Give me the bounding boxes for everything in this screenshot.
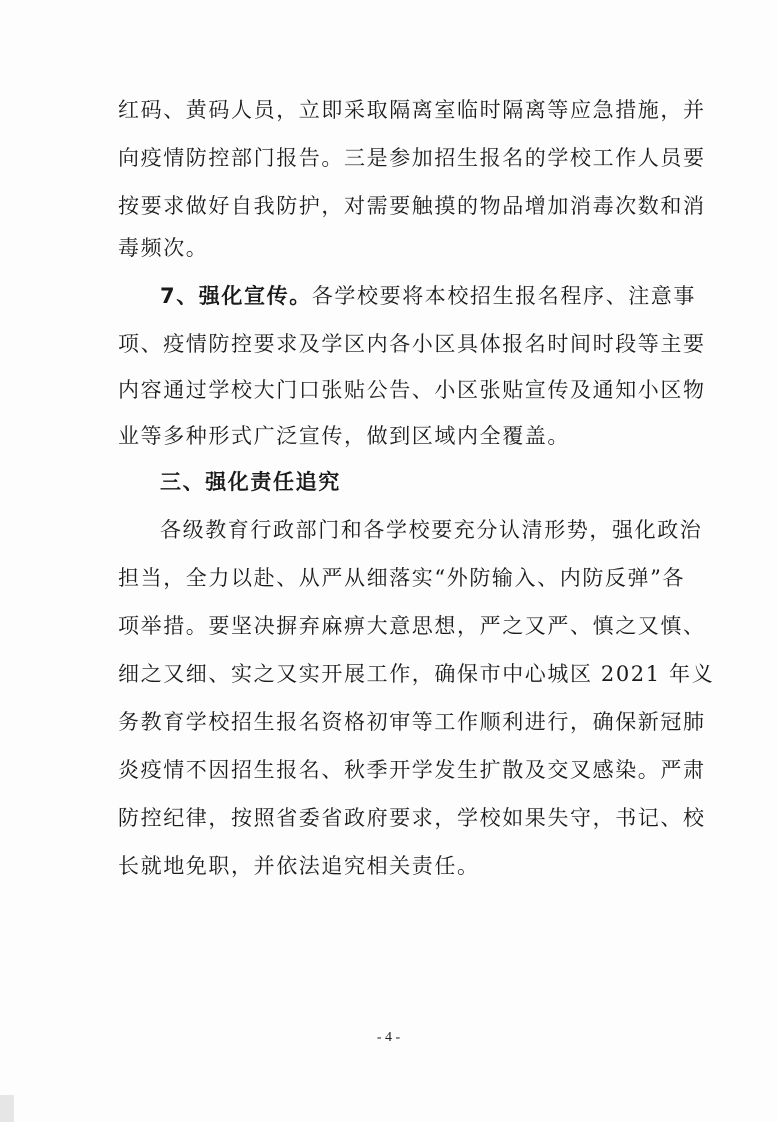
section-7-title: 7、强化宣传。 [160,284,312,308]
text-line: 红码、黄码人员，立即采取隔离室临时隔离等应急措施，并 [118,98,706,122]
text-line: 内容通过学校大门口张贴公告、小区张贴宣传及通知小区物 [118,378,706,402]
section-7-line [160,272,696,320]
text-line: 各级教育行政部门和各学校要充分认清形势，强化政治 [160,518,703,542]
text-line: 业等多种形式广泛宣传，做到区域内全覆盖。 [118,424,570,448]
text-line: 毒频次。 [118,236,209,260]
section-7-text: 各学校要将本校招生报名程序、注意事 [311,284,697,308]
text-line: 担当，全力以赴、从严从细落实“外防输入、内防反弹”各 [118,566,686,590]
text-line: 向疫情防控部门报告。三是参加招生报名的学校工作人员要 [118,146,706,170]
text-line: 防控纪律，按照省委省政府要求，学校如果失守，书记、校 [118,806,706,830]
text-line: 务教育学校招生报名资格初审等工作顺利进行，确保新冠肺 [118,710,706,734]
text-line: 长就地免职，并依法追究相关责任。 [118,854,480,878]
text-line: 项、疫情防控要求及学区内各小区具体报名时间时段等主要 [118,332,706,356]
text-line: 细之又细、实之又实开展工作，确保市中心城区 2021 年义 [118,662,715,686]
text-line: 炎疫情不因招生报名、秋季开学发生扩散及交叉感染。严肃 [118,758,706,782]
text-line: 项举措。要坚决摒弃麻痹大意思想，严之又严、慎之又慎、 [118,614,706,638]
text-line: 按要求做好自我防护，对需要触摸的物品增加消毒次数和消 [118,194,706,218]
section-heading: 三、强化责任追究 [160,470,341,494]
scan-edge-shadow [0,1095,14,1122]
page-number: - 4 - [376,1030,401,1045]
